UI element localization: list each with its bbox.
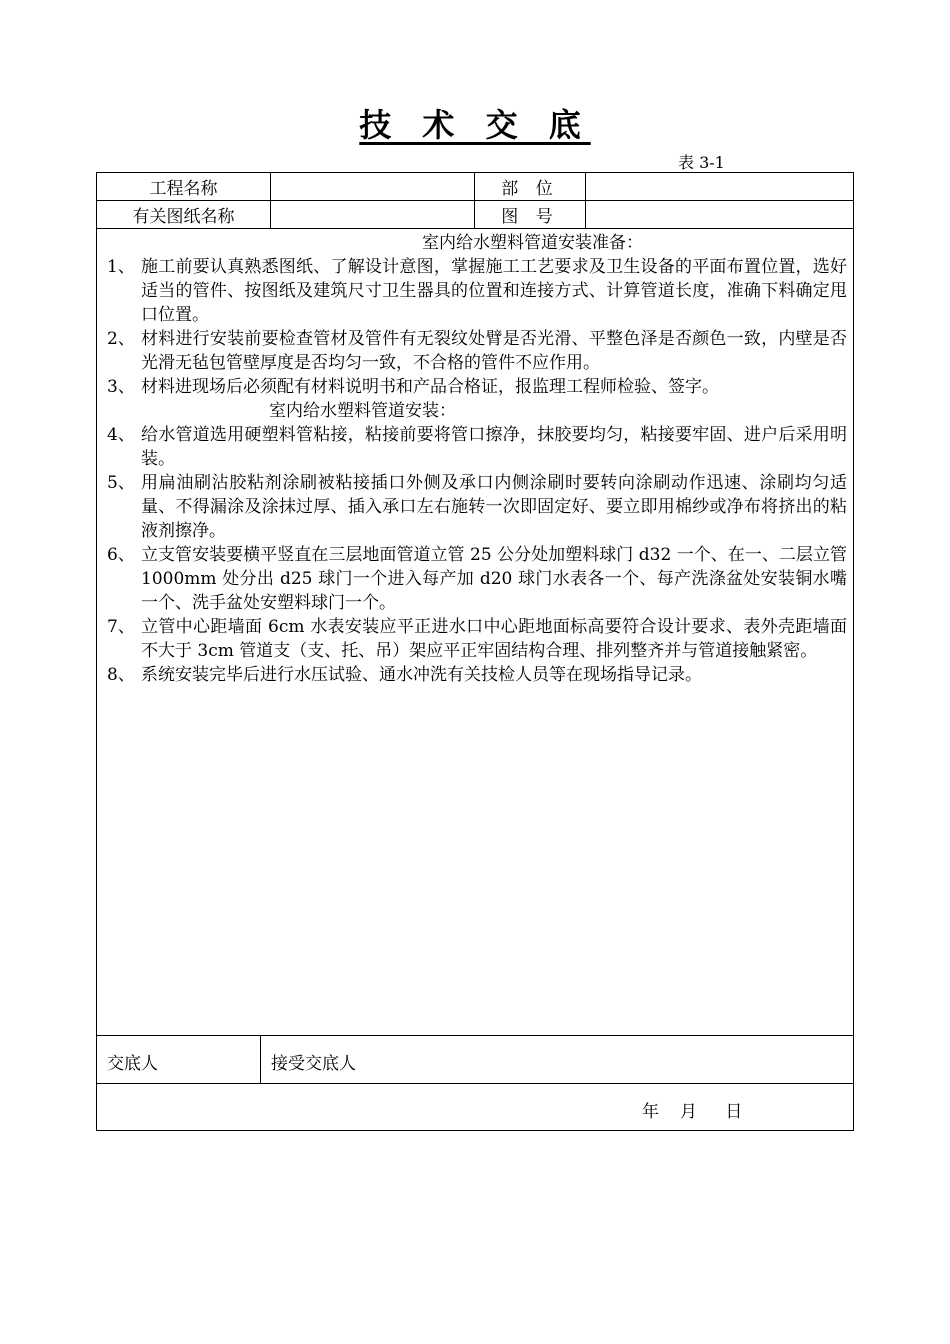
item-text: 材料进现场后必须配有材料说明书和产品合格证，报监理工程师检验、签字。 — [141, 377, 719, 397]
content-text — [107, 231, 847, 687]
list-item — [107, 543, 847, 615]
part-field[interactable] — [586, 173, 854, 201]
list-item — [107, 471, 847, 543]
presenter-label: 交底人 — [107, 1054, 158, 1074]
item-text: 材料进行安装前要检查管材及管件有无裂纹处臂是否光滑、平整色泽是否颜色一致，内壁是否光滑无毡包管壁厚度是否均匀一致，不合格的管件不应作用。 — [141, 329, 847, 373]
date-text: 年 月 日 — [642, 1102, 745, 1122]
item-text: 立支管安装要横平竖直在三层地面管道立管 25 公分处加塑料球门 d32 一个、在一、二层立管 1000mm 处分出 d25 球门一个进入每产加 d20 球门水表各一个、每产洗涤盆处安装铜水嘴一个、洗手盆处安塑料球门一个。 — [141, 545, 847, 613]
item-number: 7、 — [107, 617, 135, 637]
item-text: 给水管道选用硬塑料管粘接，粘接前要将管口擦净，抹胶要均匀，粘接要牢固、进户后采用明装。 — [141, 425, 847, 469]
project-name-label: 工程名称 — [97, 173, 271, 201]
header-table — [96, 172, 854, 229]
project-name-field[interactable] — [271, 173, 475, 201]
header-row-1 — [97, 173, 854, 201]
item-number: 4、 — [107, 425, 135, 445]
drawing-no-label: 图 号 — [475, 201, 586, 229]
drawing-name-label: 有关图纸名称 — [97, 201, 271, 229]
document-title: 技 术 交 底 — [359, 106, 591, 144]
item-number: 5、 — [107, 473, 135, 493]
header-row-2 — [97, 201, 854, 229]
presenter-cell — [97, 1036, 261, 1083]
item-number: 6、 — [107, 545, 135, 565]
item-number: 1、 — [107, 257, 135, 277]
date-row — [96, 1083, 854, 1131]
section-title-preparation: 室内给水塑料管道安装准备： — [422, 233, 643, 253]
drawing-no-field[interactable] — [586, 201, 854, 229]
list-item — [107, 663, 847, 687]
list-item — [107, 327, 847, 375]
item-text: 用扁油刷沾胶粘剂涂刷被粘接插口外侧及承口内侧涂刷时要转向涂刷动作迅速、涂刷均匀适量、不得漏涂及涂抹过厚、插入承口左右施转一次即固定好、要立即用棉纱或净布将挤出的粘液剂擦净。 — [141, 473, 847, 541]
item-text: 施工前要认真熟悉图纸、了解设计意图，掌握施工工艺要求及卫生设备的平面布置位置，选好适当的管件、按图纸及建筑尺寸卫生器具的位置和连接方式、计算管道长度，准确下料确定甩口位置。 — [141, 257, 847, 325]
item-number: 2、 — [107, 329, 135, 349]
part-label: 部 位 — [475, 173, 586, 201]
list-item — [107, 375, 847, 399]
item-text: 立管中心距墙面 6cm 水表安装应平正进水口中心距地面标高要符合设计要求、表外壳距墙面不大于 3cm 管道支（支、托、吊）架应平正牢固结构合理、排列整齐并与管道接触紧密。 — [141, 617, 847, 661]
form-number: 表 3-1 — [678, 153, 725, 172]
content-box — [96, 229, 854, 1036]
section-title-installation: 室内给水塑料管道安装： — [269, 401, 456, 421]
item-number: 3、 — [107, 377, 135, 397]
list-item — [107, 615, 847, 663]
signature-row — [96, 1035, 854, 1084]
list-item — [107, 423, 847, 471]
drawing-name-field[interactable] — [271, 201, 475, 229]
receiver-label: 接受交底人 — [271, 1054, 356, 1074]
item-text: 系统安装完毕后进行水压试验、通水冲洗有关技检人员等在现场指导记录。 — [141, 665, 702, 685]
item-number: 8、 — [107, 665, 135, 685]
list-item — [107, 255, 847, 327]
